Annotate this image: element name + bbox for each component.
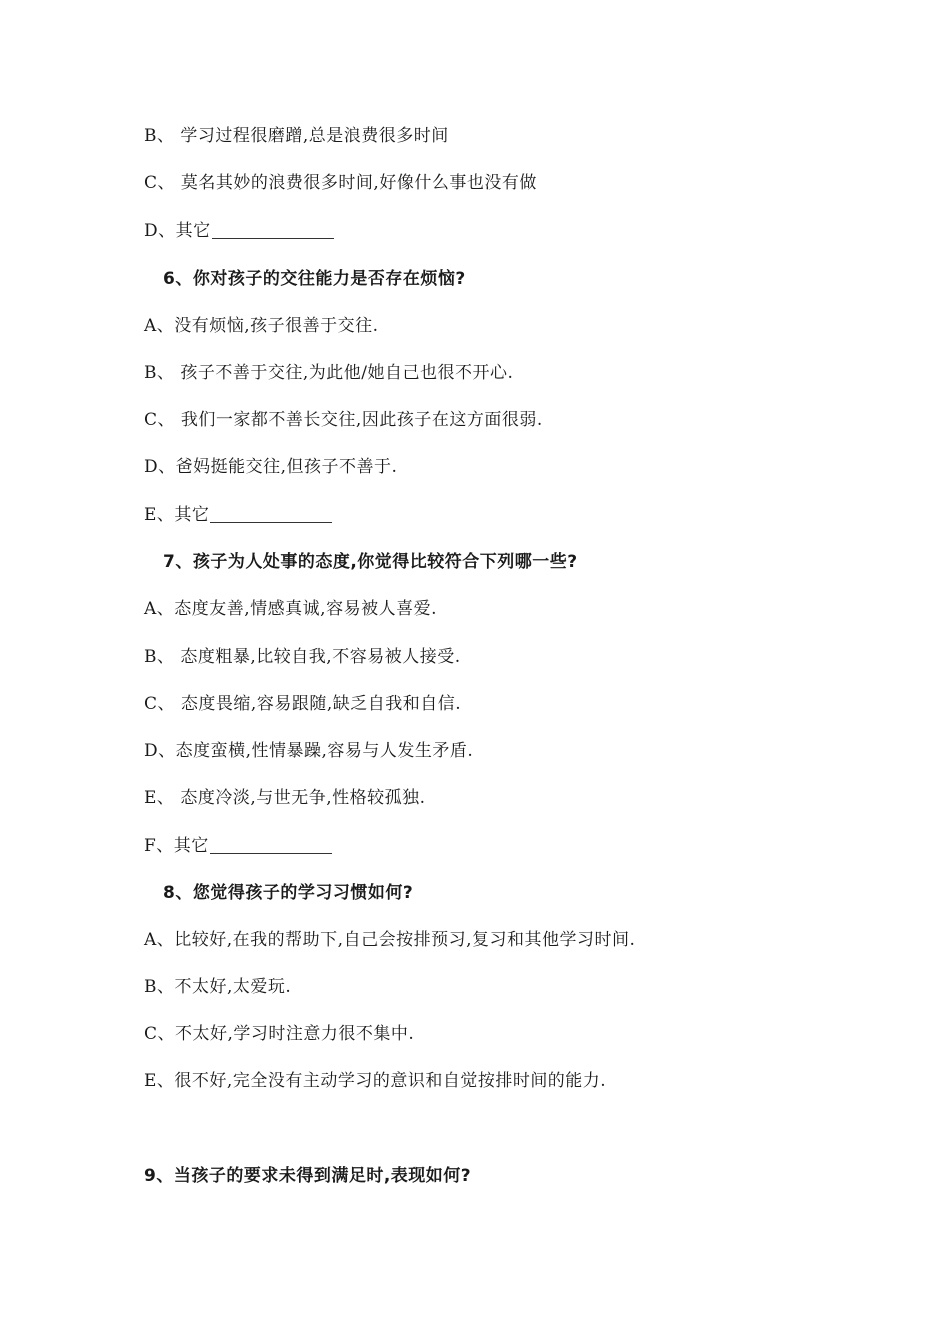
option-text: D、态度蛮横,性情暴躁,容易与人发生矛盾. (144, 741, 474, 761)
option-text: A、比较好,在我的帮助下,自己会按排预习,复习和其他学习时间. (144, 930, 636, 950)
option-text: D、爸妈挺能交往,但孩子不善于. (144, 457, 398, 477)
q7-option-b (144, 645, 461, 669)
question-text: 6、你对孩子的交往能力是否存在烦恼? (163, 269, 466, 289)
q6-option-e (144, 503, 332, 527)
q8-option-a (144, 928, 635, 952)
option-text: A、没有烦恼,孩子很善于交往. (144, 316, 379, 336)
q8-option-b (144, 975, 291, 999)
option-text: B、不太好,太爱玩. (144, 977, 292, 997)
q5-option-c (144, 171, 537, 195)
q7-question (163, 550, 578, 574)
q9-question (144, 1164, 471, 1188)
option-text: C、 我们一家都不善长交往,因此孩子在这方面很弱. (144, 410, 543, 430)
q6-option-d (144, 455, 397, 479)
fill-in-blank (212, 220, 334, 239)
q6-option-b (144, 361, 513, 385)
q8-option-e (144, 1069, 606, 1093)
question-text: 9、当孩子的要求未得到满足时,表现如何? (144, 1166, 472, 1186)
question-text: 7、孩子为人处事的态度,你觉得比较符合下列哪一些? (163, 552, 578, 572)
option-text: D、其它 (144, 221, 211, 241)
q5-option-d (144, 219, 334, 243)
option-text: F、其它 (144, 836, 209, 856)
q6-option-c (144, 408, 543, 432)
option-text: B、 学习过程很磨蹭,总是浪费很多时间 (144, 126, 449, 146)
option-text: E、很不好,完全没有主动学习的意识和自觉按排时间的能力. (144, 1071, 607, 1091)
option-text: E、 态度冷淡,与世无争,性格较孤独. (144, 788, 426, 808)
option-text: C、不太好,学习时注意力很不集中. (144, 1024, 415, 1044)
q7-option-a (144, 597, 437, 621)
q8-question (163, 881, 413, 905)
fill-in-blank (210, 504, 332, 523)
q5-option-b (144, 124, 449, 148)
q8-option-c (144, 1022, 414, 1046)
q7-option-f (144, 834, 332, 858)
q6-question (163, 267, 466, 291)
option-text: C、 莫名其妙的浪费很多时间,好像什么事也没有做 (144, 173, 537, 193)
option-text: B、 态度粗暴,比较自我,不容易被人接受. (144, 647, 461, 667)
option-text: A、态度友善,情感真诚,容易被人喜爱. (144, 599, 437, 619)
option-text: E、其它 (144, 505, 210, 525)
q7-option-c (144, 692, 461, 716)
question-text: 8、您觉得孩子的学习习惯如何? (163, 883, 414, 903)
q7-option-d (144, 739, 473, 763)
fill-in-blank (210, 835, 332, 854)
option-text: C、 态度畏缩,容易跟随,缺乏自我和自信. (144, 694, 462, 714)
q6-option-a (144, 314, 379, 338)
option-text: B、 孩子不善于交往,为此他/她自己也很不开心. (144, 363, 514, 383)
q7-option-e (144, 786, 426, 810)
